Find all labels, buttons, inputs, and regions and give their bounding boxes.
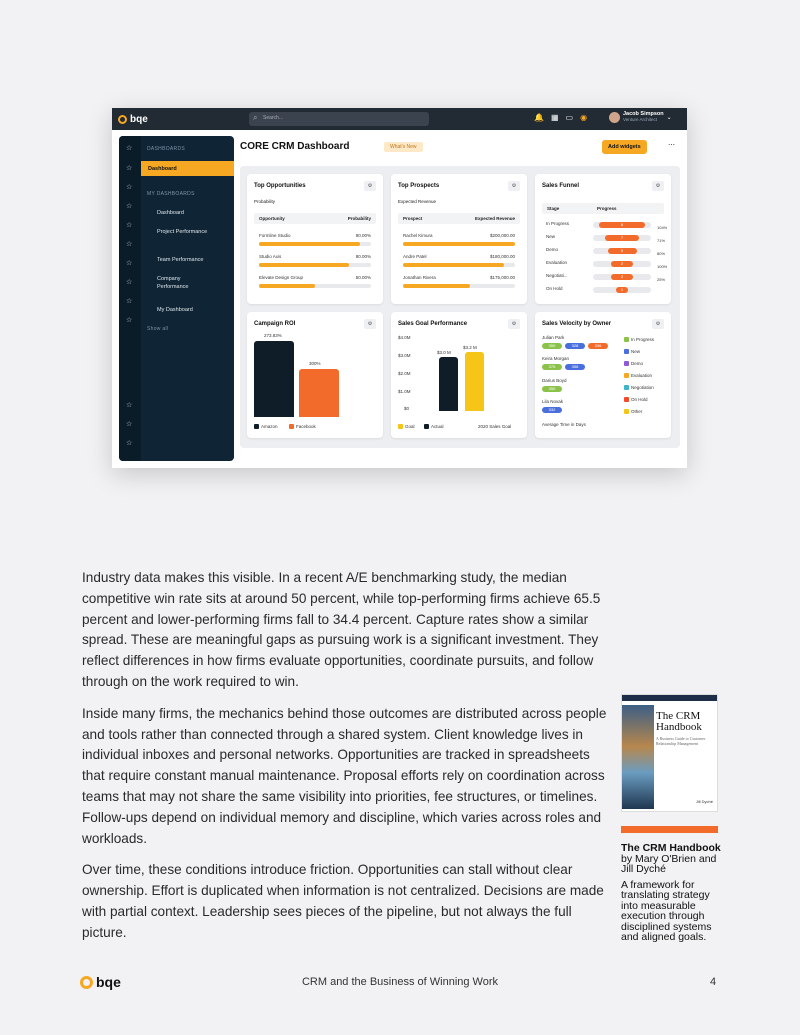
timer-icon[interactable]: ◉ bbox=[580, 113, 588, 122]
top-prospects-card bbox=[391, 174, 527, 304]
cover-subtitle: A Business Guide to Customer Relationship Management bbox=[656, 736, 706, 746]
paragraph: Inside many firms, the mechanics behind those outcomes are distributed across people and tools rather than connected through a shared system. Client knowledge lives in individual inboxes and personal networks. Opportunities are tracked in spreadsheets that require constant manual maintenance. Proposal efforts rely on coordination across teams that may not share the same visibility into priorities, fee structures, or timelines. Follow-ups depend on individual memory and discipline, which varies across roles and workloads. bbox=[82, 705, 607, 846]
sales-goal-card bbox=[391, 312, 527, 438]
legend-item: Negotiation bbox=[624, 385, 654, 390]
owner-name: Darius Boyd bbox=[542, 378, 567, 383]
funnel-percent: 80% bbox=[657, 251, 666, 256]
book-accent-bar bbox=[621, 826, 718, 833]
star-icon[interactable]: ☆ bbox=[126, 298, 133, 305]
roi-bar-label: 273.83% bbox=[264, 333, 282, 338]
star-icon[interactable]: ☆ bbox=[126, 241, 133, 248]
card-title: Campaign ROI bbox=[254, 321, 296, 327]
book-title: The CRM Handbook bbox=[621, 842, 721, 854]
user-name: Jacob Simpson bbox=[623, 111, 664, 117]
settings-icon[interactable]: ⚙ bbox=[652, 181, 664, 191]
legend-item: Demo bbox=[624, 361, 643, 366]
book-description: A framework for translating strategy into measurable execution through disciplined systems and aligned goals. bbox=[621, 878, 712, 943]
roi-bar-label: 300% bbox=[309, 361, 321, 366]
bell-icon[interactable]: 🔔 bbox=[534, 113, 544, 122]
funnel-stage: On Hold bbox=[546, 286, 563, 291]
funnel-percent: 104% bbox=[657, 225, 668, 230]
velocity-pill: 358 bbox=[565, 364, 585, 370]
dashboard-topbar bbox=[112, 108, 687, 130]
owner-name: Keira Morgan bbox=[542, 356, 570, 361]
chat-icon[interactable]: ▭ bbox=[565, 113, 574, 122]
legend-item: In Progress bbox=[624, 337, 654, 342]
star-icon[interactable]: ☆ bbox=[126, 279, 133, 286]
legend-item: Evaluation bbox=[624, 373, 652, 378]
chevron-down-icon: ⌄ bbox=[666, 114, 672, 121]
progress-bar bbox=[259, 284, 371, 288]
legend-item: New bbox=[624, 349, 640, 354]
y-tick: $2.0M bbox=[398, 371, 411, 376]
roi-bar[interactable] bbox=[254, 341, 294, 417]
sidebar-item-company-performance[interactable]: Company Performance bbox=[157, 276, 189, 290]
table-header: Prospect Expected Revenue bbox=[398, 213, 520, 224]
funnel-bar[interactable]: 5 bbox=[608, 248, 637, 254]
sidebar-item-dashboard[interactable]: Dashboard bbox=[157, 210, 184, 216]
star-icon[interactable]: ☆ bbox=[126, 222, 133, 229]
sidebar bbox=[119, 136, 234, 461]
table-header: Opportunity Probability bbox=[254, 213, 376, 224]
sales-velocity-card bbox=[535, 312, 671, 438]
table-row[interactable]: Andre Patel $180,000.00 bbox=[403, 254, 515, 259]
article-body bbox=[82, 568, 612, 955]
funnel-bar[interactable]: 7 bbox=[605, 235, 640, 241]
table-row[interactable]: Studio Axis 80.00% bbox=[259, 254, 371, 259]
star-icon[interactable]: ☆ bbox=[126, 165, 133, 172]
settings-icon[interactable]: ⚙ bbox=[508, 181, 520, 191]
velocity-pill: 332 bbox=[542, 407, 562, 413]
star-icon[interactable]: ☆ bbox=[126, 421, 133, 428]
sidebar-show-all[interactable]: Show all bbox=[147, 326, 169, 332]
cover-title: The CRM Handbook bbox=[656, 710, 702, 733]
whats-new-badge[interactable]: What's New bbox=[384, 142, 423, 152]
velocity-pill: 350 bbox=[542, 343, 562, 349]
card-title: Top Prospects bbox=[398, 183, 440, 189]
top-opportunities-card bbox=[247, 174, 383, 304]
filter-dropdown[interactable]: Probability bbox=[254, 199, 276, 204]
velocity-pill: 376 bbox=[542, 364, 562, 370]
velocity-pill: 350 bbox=[542, 386, 562, 392]
y-tick: $3.0M bbox=[398, 353, 411, 358]
sidebar-item-project-performance[interactable]: Project Performance bbox=[157, 229, 208, 235]
y-tick: $0 bbox=[404, 406, 410, 411]
settings-icon[interactable]: ⚙ bbox=[364, 181, 376, 191]
sales-funnel-card bbox=[535, 174, 671, 304]
table-row[interactable]: Formline Studio 90.00% bbox=[259, 233, 371, 238]
roi-bar[interactable] bbox=[299, 369, 339, 417]
funnel-stage: Negotiati... bbox=[546, 273, 568, 278]
y-tick: $4.0M bbox=[398, 335, 411, 340]
filter-dropdown[interactable]: Expected Revenue bbox=[398, 199, 437, 204]
legend-item: Facebook bbox=[289, 424, 316, 429]
goal-bar[interactable] bbox=[439, 357, 458, 411]
funnel-bar[interactable]: 1 bbox=[616, 287, 628, 293]
calendar-icon[interactable]: ▦ bbox=[550, 113, 559, 122]
cover-art bbox=[622, 705, 654, 809]
card-title: Sales Goal Performance bbox=[398, 321, 468, 327]
funnel-percent: 100% bbox=[657, 264, 668, 269]
velocity-pill: 328 bbox=[565, 343, 585, 349]
goal-bar-label: $3.2 M bbox=[463, 344, 477, 350]
book-cover bbox=[621, 694, 718, 812]
y-tick: $1.0M bbox=[398, 389, 411, 394]
legend-item: On Hold bbox=[624, 397, 648, 402]
paragraph: Industry data makes this visible. In a recent A/E benchmarking study, the median competitive win rate sits at around 50 percent, while top-performing firms achieve 65.5 percent and lower-performing firms fall to 34.4 percent. Capture rates show a similar spread. These are meaningful gaps as pursuing work is a significant investment. They reflect differences in how firms evaluate opportunities, coordinate pursuits, and follow through on the work required to win. bbox=[82, 570, 601, 689]
user-menu[interactable] bbox=[609, 111, 672, 123]
star-icon[interactable]: ☆ bbox=[126, 402, 133, 409]
progress-bar bbox=[259, 242, 371, 246]
add-widgets-button[interactable]: Add widgets bbox=[602, 140, 647, 154]
legend-item: Goal bbox=[398, 424, 415, 429]
star-icon[interactable]: ☆ bbox=[126, 145, 133, 152]
cover-band bbox=[622, 695, 717, 701]
table-header: Stage Progress bbox=[542, 203, 664, 214]
goal-bar[interactable] bbox=[465, 352, 484, 411]
footer-title: CRM and the Business of Winning Work bbox=[301, 976, 499, 988]
star-icon[interactable]: ☆ bbox=[126, 203, 133, 210]
book-caption bbox=[621, 843, 721, 943]
progress-bar bbox=[403, 284, 515, 288]
funnel-stage: Demo bbox=[546, 247, 559, 252]
settings-icon[interactable]: ⚙ bbox=[652, 319, 664, 329]
funnel-bar[interactable]: 2 bbox=[611, 274, 633, 280]
topbar-icons bbox=[534, 113, 587, 122]
legend-item: Other bbox=[624, 409, 642, 414]
progress-bar bbox=[403, 263, 515, 267]
star-icon[interactable]: ☆ bbox=[126, 317, 133, 324]
velocity-footer: Average Time in Days bbox=[542, 422, 586, 427]
footer-logo-text: bqe bbox=[96, 974, 121, 990]
star-icon[interactable]: ☆ bbox=[126, 260, 133, 267]
book-authors: by Mary O'Brien and Jill Dyché bbox=[621, 852, 717, 875]
star-icon[interactable]: ☆ bbox=[126, 184, 133, 191]
chart-caption: 2020 Sales Goal bbox=[478, 424, 512, 429]
funnel-bar[interactable]: 8 bbox=[599, 222, 645, 228]
widget-grid bbox=[240, 166, 680, 448]
dashboard-main bbox=[240, 136, 687, 468]
dashboard-screenshot bbox=[112, 108, 687, 468]
progress-bar bbox=[403, 242, 515, 246]
owner-name: Julian Park bbox=[542, 335, 565, 340]
star-icon[interactable]: ☆ bbox=[126, 440, 133, 447]
funnel-stage: In Progress bbox=[546, 221, 570, 226]
goal-bar-label: $3.0 M bbox=[437, 350, 451, 355]
favorites-rail bbox=[119, 136, 141, 461]
paragraph: Over time, these conditions introduce friction. Opportunities can stall without clear ownership. Effort is duplicated when information is not centralized. Decisions are made with partial context. Leadership sees pieces of the pipeline, but not always the full picture. bbox=[82, 862, 604, 940]
sidebar-item-team-performance[interactable]: Team Performance bbox=[157, 257, 204, 263]
funnel-percent: 25% bbox=[657, 277, 666, 282]
search-input[interactable]: ⌕ Search... bbox=[249, 112, 429, 126]
sidebar-item-my-dashboard[interactable]: My Dashboard bbox=[157, 307, 193, 313]
progress-bar bbox=[259, 263, 371, 267]
legend-item: Amazon bbox=[254, 424, 278, 429]
sidebar-heading-dashboards: DASHBOARDS bbox=[147, 146, 186, 152]
funnel-bar[interactable]: 2 bbox=[611, 261, 633, 267]
table-row[interactable]: Elevate Design Group 50.00% bbox=[259, 275, 371, 280]
table-row[interactable]: Jonathan Rivera $175,000.00 bbox=[403, 275, 515, 280]
sidebar-heading-my-dashboards: MY DASHBOARDS bbox=[147, 191, 195, 197]
settings-icon[interactable]: ⚙ bbox=[508, 319, 520, 329]
dashboard-title[interactable]: CORE CRM Dashboard bbox=[240, 141, 350, 152]
bqe-logo-icon bbox=[118, 115, 127, 124]
campaign-roi-card bbox=[247, 312, 383, 438]
user-role: Venture Architect bbox=[623, 117, 658, 122]
table-row[interactable]: Rachel Kimura $200,000.00 bbox=[403, 233, 515, 238]
legend-item: Actual bbox=[424, 424, 444, 429]
sidebar-item-dashboard-active[interactable]: Dashboard bbox=[141, 161, 234, 176]
owner-name: Lila Novak bbox=[542, 399, 564, 404]
avatar bbox=[609, 112, 620, 123]
card-title: Sales Velocity by Owner bbox=[542, 321, 612, 327]
funnel-percent: 71% bbox=[657, 238, 666, 243]
card-title: Top Opportunities bbox=[254, 183, 306, 189]
velocity-pill: 336 bbox=[588, 343, 608, 349]
settings-icon[interactable]: ⚙ bbox=[364, 319, 376, 329]
page-number: 4 bbox=[710, 976, 717, 988]
dashboard-logo-text: bqe bbox=[130, 113, 148, 125]
funnel-stage: New bbox=[546, 234, 556, 239]
card-title: Sales Funnel bbox=[542, 183, 580, 189]
cover-author: Jill Dyché bbox=[695, 799, 713, 804]
funnel-stage: Evaluation bbox=[546, 260, 568, 265]
more-icon[interactable]: ⋯ bbox=[668, 142, 675, 149]
